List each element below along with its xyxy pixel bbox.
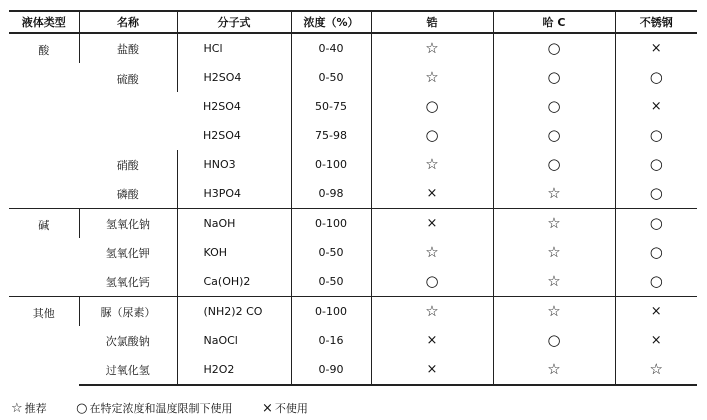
cell-stainless-steel	[615, 297, 697, 327]
table-row	[9, 63, 697, 92]
cell-stainless-steel	[615, 150, 697, 179]
cell-hastelloy-c	[493, 63, 615, 92]
circle-icon: ○	[649, 155, 663, 173]
cell-concentration: 0-50	[291, 63, 371, 92]
cell-formula: H2SO4	[203, 129, 241, 142]
table-row	[9, 179, 697, 209]
compatibility-table	[9, 10, 697, 386]
legend-text: 不使用	[274, 402, 308, 415]
table-row	[9, 33, 697, 63]
cell-formula: KOH	[177, 238, 291, 267]
cross-icon: ×	[650, 99, 662, 114]
circle-icon: ○	[547, 126, 561, 144]
cell-hastelloy-c	[493, 209, 615, 239]
header-formula: 分子式	[177, 11, 291, 33]
cell-formula: NaOCl	[177, 326, 291, 355]
header-stainless-steel: 不锈钢	[615, 11, 697, 33]
cross-icon: ×	[650, 333, 662, 348]
cell-formula: Ca(OH)2	[177, 267, 291, 297]
header-name: 名称	[79, 11, 177, 33]
cell-stainless-steel	[615, 238, 697, 267]
star-icon: ☆	[425, 243, 439, 261]
cell-zirconium	[371, 121, 493, 150]
circle-icon: ○	[425, 126, 439, 144]
cell-liquid-type: 其他	[9, 297, 79, 386]
circle-icon: ○	[547, 68, 561, 86]
star-icon: ☆	[547, 360, 561, 378]
cell-concentration: 0-100	[291, 150, 371, 179]
cross-icon: ×	[650, 304, 662, 319]
header-row	[9, 11, 697, 33]
cell-zirconium	[371, 326, 493, 355]
header-zirconium: 锆	[371, 11, 493, 33]
cell-name: 过氧化氢	[79, 355, 177, 385]
header-hastelloy-c: 哈 C	[493, 11, 615, 33]
cell-hastelloy-c	[493, 150, 615, 179]
star-icon: ☆	[425, 155, 439, 173]
cell-zirconium	[371, 150, 493, 179]
cross-icon: ×	[426, 333, 438, 348]
cell-hastelloy-c	[493, 238, 615, 267]
circle-icon: ○	[649, 243, 663, 261]
cell-stainless-steel	[615, 121, 697, 150]
cell-stainless-steel	[615, 355, 697, 385]
circle-icon: ○	[649, 184, 663, 202]
legend-text: 推荐	[24, 402, 47, 415]
legend-item-not-used	[262, 402, 308, 415]
star-icon: ☆	[547, 243, 561, 261]
cell-concentration: 0-16	[291, 326, 371, 355]
cell-formula: HNO3	[177, 150, 291, 179]
cell-hastelloy-c	[493, 297, 615, 327]
table-row	[9, 209, 697, 239]
cell-liquid-type: 碱	[9, 209, 79, 297]
cell-name: 氢氧化钙	[105, 275, 150, 289]
cell-concentration: 0-50	[291, 238, 371, 267]
cell-zirconium	[371, 297, 493, 327]
table-row	[9, 326, 697, 355]
table-row	[9, 355, 697, 385]
legend-item-limited	[76, 402, 232, 415]
star-icon: ☆	[425, 302, 439, 320]
cell-stainless-steel	[615, 92, 697, 121]
legend-text: 在特定浓度和温度限制下使用	[89, 402, 233, 415]
cell-hastelloy-c	[493, 355, 615, 385]
cell-liquid-type: 酸	[38, 44, 50, 57]
cell-concentration: 0-100	[291, 297, 371, 327]
circle-icon: ○	[547, 39, 561, 57]
circle-icon: ○	[547, 97, 561, 115]
cell-stainless-steel	[615, 33, 697, 63]
cell-hastelloy-c	[493, 121, 615, 150]
star-icon: ☆	[547, 184, 561, 202]
cell-stainless-steel	[615, 179, 697, 209]
star-icon: ☆	[547, 214, 561, 232]
cell-hastelloy-c	[493, 92, 615, 121]
cell-formula: H2SO4	[203, 100, 241, 113]
star-icon: ☆	[425, 68, 439, 86]
header-concentration: 浓度（%）	[291, 11, 371, 33]
star-icon: ☆	[649, 360, 663, 378]
star-icon: ☆	[425, 39, 439, 57]
table-row	[9, 238, 697, 267]
cell-concentration: 0-40	[291, 33, 371, 63]
cell-formula: NaOH	[177, 209, 291, 239]
cell-name: 盐酸	[79, 33, 177, 63]
circle-icon: ○	[76, 401, 88, 416]
cross-icon: ×	[426, 216, 438, 231]
star-icon: ☆	[11, 401, 23, 416]
cross-icon: ×	[262, 401, 273, 416]
star-icon: ☆	[547, 272, 561, 290]
cell-zirconium	[371, 355, 493, 385]
circle-icon: ○	[547, 331, 561, 349]
cross-icon: ×	[426, 186, 438, 201]
cell-hastelloy-c	[493, 267, 615, 297]
cell-formula: (NH2)2 CO	[177, 297, 291, 327]
legend-item-recommended	[11, 402, 47, 415]
cell-name: 氢氧化钾	[105, 246, 150, 260]
cell-name: 脲（尿素）	[79, 297, 177, 327]
cell-stainless-steel	[615, 63, 697, 92]
cell-zirconium	[371, 92, 493, 121]
circle-icon: ○	[425, 272, 439, 290]
cell-name: 硫酸	[116, 73, 139, 86]
cell-zirconium	[371, 33, 493, 63]
cell-name: 次氯酸钠	[105, 334, 150, 348]
cell-formula: H3PO4	[177, 179, 291, 209]
legend	[11, 400, 334, 416]
cell-zirconium	[371, 209, 493, 239]
circle-icon: ○	[649, 126, 663, 144]
cell-concentration: 50-75	[291, 92, 371, 121]
cell-name: 硝酸	[116, 158, 139, 172]
cell-hastelloy-c	[493, 33, 615, 63]
cell-zirconium	[371, 267, 493, 297]
circle-icon: ○	[649, 272, 663, 290]
cell-zirconium	[371, 179, 493, 209]
circle-icon: ○	[649, 68, 663, 86]
cell-stainless-steel	[615, 326, 697, 355]
table-row	[9, 297, 697, 327]
table-row	[9, 150, 697, 179]
cell-zirconium	[371, 63, 493, 92]
table-row	[9, 267, 697, 297]
circle-icon: ○	[649, 214, 663, 232]
cell-concentration: 75-98	[291, 121, 371, 150]
circle-icon: ○	[425, 97, 439, 115]
cell-concentration: 0-98	[291, 179, 371, 209]
cell-concentration: 0-50	[291, 267, 371, 297]
cross-icon: ×	[426, 362, 438, 377]
cell-stainless-steel	[615, 267, 697, 297]
cell-stainless-steel	[615, 209, 697, 239]
cell-hastelloy-c	[493, 326, 615, 355]
cell-name: 氢氧化钠	[79, 209, 177, 239]
cell-name: 磷酸	[116, 187, 139, 201]
cell-concentration: 0-100	[291, 209, 371, 239]
star-icon: ☆	[547, 302, 561, 320]
cell-formula: H2SO4	[177, 63, 291, 92]
cell-formula: H2O2	[177, 355, 291, 385]
cell-formula: HCl	[177, 33, 291, 63]
cell-hastelloy-c	[493, 179, 615, 209]
header-liquid-type: 液体类型	[9, 11, 79, 33]
cell-zirconium	[371, 238, 493, 267]
cell-concentration: 0-90	[291, 355, 371, 385]
circle-icon: ○	[547, 155, 561, 173]
cross-icon: ×	[650, 41, 662, 56]
